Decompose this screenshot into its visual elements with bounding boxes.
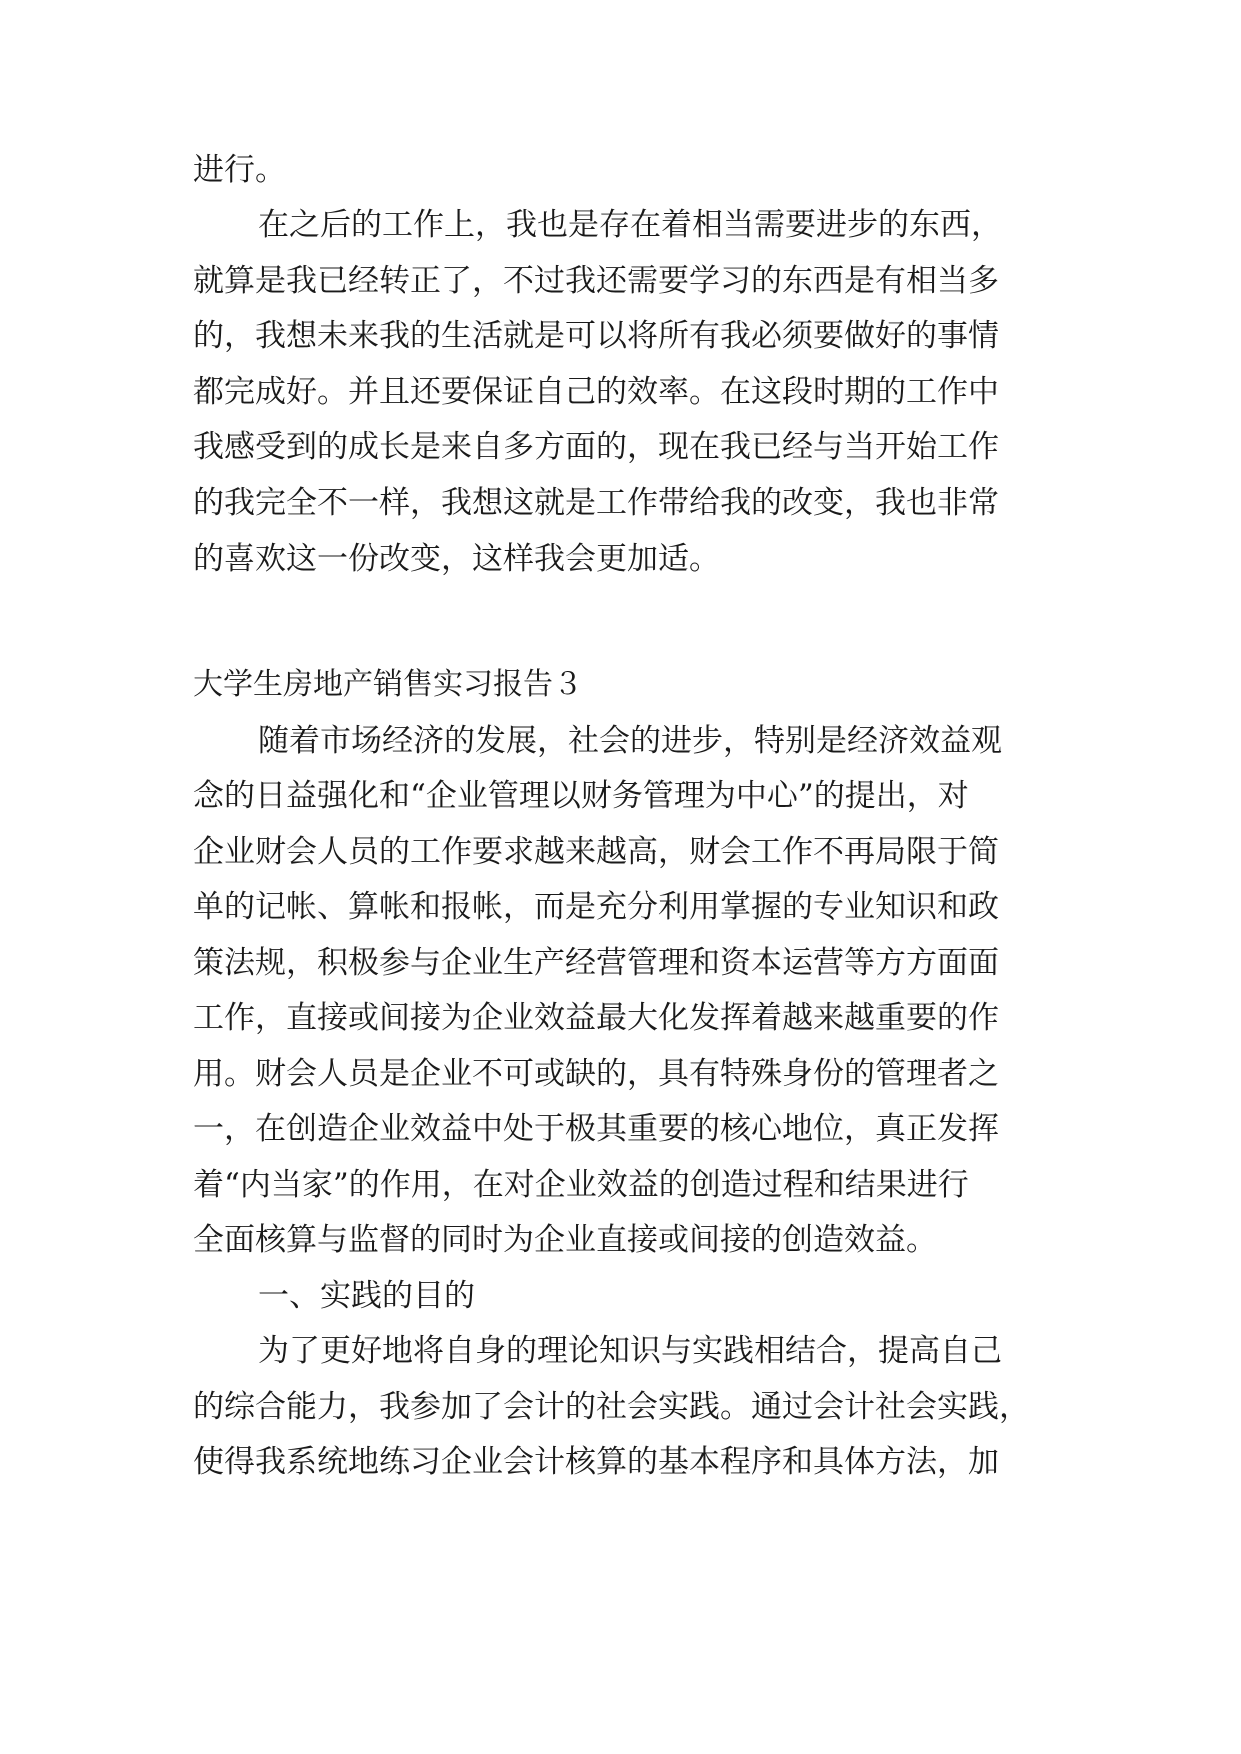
- paragraph-line: 我感受到的成长是来自多方面的，现在我已经与当开始工作: [193, 429, 999, 465]
- paragraph-line: 都完成好。并且还要保证自己的效率。在这段时期的工作中: [193, 374, 999, 410]
- paragraph-line: 工作，直接或间接为企业效益最大化发挥着越来越重要的作: [193, 1000, 999, 1036]
- paragraph-line: 企业财会人员的工作要求越来越高，财会工作不再局限于简: [193, 834, 999, 870]
- paragraph-line: 就算是我已经转正了，不过我还需要学习的东西是有相当多: [193, 263, 999, 299]
- paragraph-line: 策法规，积极参与企业生产经营管理和资本运营等方方面面: [193, 945, 999, 981]
- paragraph-line: 一，在创造企业效益中处于极其重要的核心地位，真正发挥: [193, 1111, 999, 1147]
- section-heading: 大学生房地产销售实习报告３: [193, 667, 583, 702]
- paragraph-line: 的综合能力，我参加了会计的社会实践。通过会计社会实践，: [193, 1389, 1030, 1425]
- paragraph-line: 着“内当家”的作用，在对企业效益的创造过程和结果进行: [193, 1167, 969, 1203]
- paragraph-line: 的，我想未来我的生活就是可以将所有我必须要做好的事情: [193, 318, 999, 354]
- paragraph-line: 为了更好地将自身的理论知识与实践相结合，提高自己: [258, 1333, 1002, 1369]
- paragraph-line: 进行。: [193, 152, 286, 188]
- paragraph-line: 单的记帐、算帐和报帐，而是充分利用掌握的专业知识和政: [193, 889, 999, 925]
- paragraph-line: 用。财会人员是企业不可或缺的，具有特殊身份的管理者之: [193, 1056, 999, 1092]
- paragraph-line: 的我完全不一样，我想这就是工作带给我的改变，我也非常: [193, 485, 999, 521]
- paragraph-line: 在之后的工作上，我也是存在着相当需要进步的东西，: [258, 207, 1002, 243]
- paragraph-line: 随着市场经济的发展，社会的进步，特别是经济效益观: [258, 723, 1002, 759]
- paragraph-line: 使得我系统地练习企业会计核算的基本程序和具体方法，加: [193, 1444, 999, 1480]
- subsection-heading: 一、实践的目的: [258, 1278, 475, 1314]
- paragraph-line: 的喜欢这一份改变，这样我会更加适。: [193, 541, 720, 577]
- paragraph-line: 全面核算与监督的同时为企业直接或间接的创造效益。: [193, 1222, 937, 1258]
- paragraph-line: 念的日益强化和“企业管理以财务管理为中心”的提出，对: [193, 778, 969, 814]
